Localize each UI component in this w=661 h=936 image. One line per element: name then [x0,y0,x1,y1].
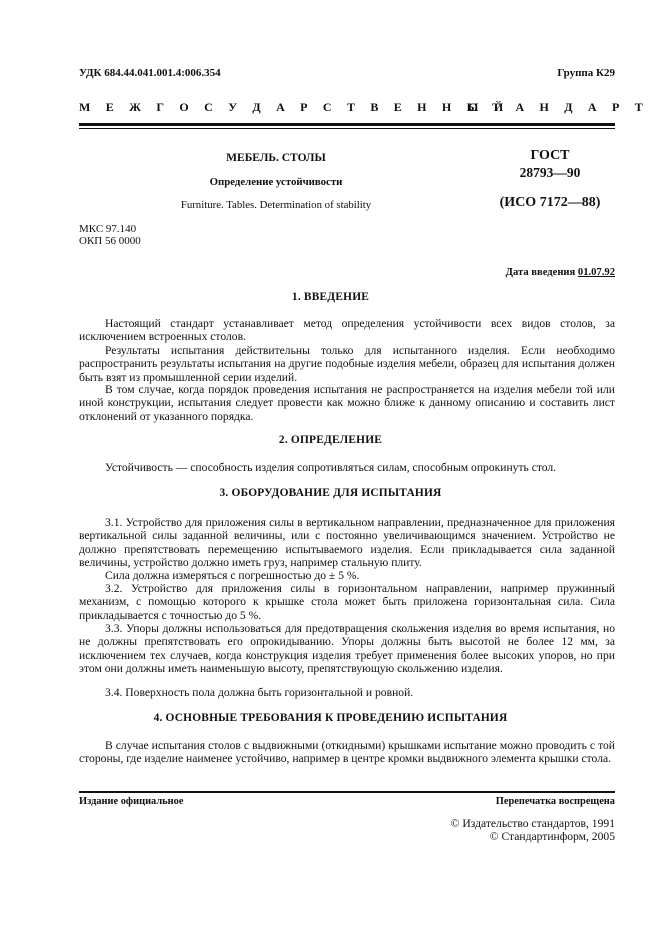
copyright-2005: © Стандартинформ, 2005 [489,830,615,843]
section-2-heading: 2. ОПРЕДЕЛЕНИЕ [278,434,383,446]
section-1-heading: 1. ВВЕДЕНИЕ [291,291,370,303]
banner-right: С Т А Н Д А Р Т [468,100,649,114]
section-4-heading: 4. ОСНОВНЫЕ ТРЕБОВАНИЯ К ПРОВЕДЕНИЮ ИСПЫТАНИЯ [153,712,508,724]
section-3-heading: 3. ОБОРУДОВАНИЕ ДЛЯ ИСПЫТАНИЯ [219,487,442,499]
intro-date-value: 01.07.92 [577,267,615,278]
gost-label: ГОСТ [530,148,570,163]
section-1-paragraph-2: Результаты испытания действительны только для испытанного изделия. Если необходимо распространить результаты испытания на другие подобные изделия мебели, образец для испытания должен быть взят из промышленной серии изделий. [79,344,615,384]
copyright-1991: © Издательство стандартов, 1991 [450,817,615,830]
section-3-paragraph-1: 3.1. Устройство для приложения силы в вертикальном направлении, предназначенное для приложения вертикальной силы заданной величины, или с постоянно увеличивающимся значением. Устройство не должно препятствовать перемещению испытываемого изделия. Если прикладывается сила заданной величины, устройство должно иметь груз, например стальную плиту. [79,516,615,569]
document-title: МЕБЕЛЬ. СТОЛЫ [226,152,326,164]
section-3-paragraph-5: 3.4. Поверхность пола должна быть горизонтальной и ровной. [105,686,414,699]
section-1-paragraph-1: Настоящий стандарт устанавливает метод определения устойчивости всех видов столов, за исключением встроенных столов. [79,317,615,344]
banner-left: М Е Ж Г О С У Д А Р С Т В Е Н Н Ы Й [79,100,510,114]
header-thin-rule [79,128,615,129]
iso-number: (ИСО 7172—88) [499,195,601,210]
intro-date [506,267,615,278]
section-1-paragraph-3: В том случае, когда порядок проведения испытания не распространяется на изделия мебели той или иной конструкции, испытания следует провести как можно ближе к данному описанию и составить лист отклонений от указанного порядка. [79,383,615,423]
footer-rule [79,791,615,793]
gost-number: 28793—90 [519,165,581,180]
section-3-paragraph-4: 3.3. Упоры должны использоваться для предотвращения скольжения изделия во время испытания, но не должны препятствовать его опрокидыванию. Упоры должны быть высотой не более 12 мм, за исключением тех случаев, когда конструкция изделия требует применения более высоких упоров, но при этом они должны иметь наименьшую высоту, препятствующую скольжению изделия. [79,622,615,675]
section-2-paragraph-1: Устойчивость — способность изделия сопротивляться силам, способным опрокинуть стол. [105,461,557,474]
english-title: Furniture. Tables. Determination of stability [180,199,372,211]
footer-official: Издание официальное [79,796,184,807]
section-4-paragraph-1: В случае испытания столов с выдвижными (откидными) крышками испытание можно проводить с той стороны, где изделие наименее устойчиво, например в центре кромки выдвижного элемента крышки стола. [79,739,615,766]
section-3-paragraph-3: 3.2. Устройство для приложения силы в горизонтальном направлении, например пружинный механизм, с помощью которого к крышке стола может быть приложена горизонтальная сила. Сила прикладывается с точностью до 5 %. [79,582,615,622]
header-thick-rule [79,123,615,126]
udk-code: УДК 684.44.041.001.4:006.354 [79,67,221,79]
group-code: Группа К29 [557,67,615,79]
section-3-paragraph-2: Сила должна измеряться с погрешностью до ± 5 %. [105,569,360,582]
mks-code: МКС 97.140 [79,223,137,235]
document-subtitle: Определение устойчивости [209,176,343,188]
footer-reprint: Перепечатка воспрещена [495,796,615,807]
intro-date-label: Дата введения [505,267,576,278]
okp-code: ОКП 56 0000 [79,235,141,247]
